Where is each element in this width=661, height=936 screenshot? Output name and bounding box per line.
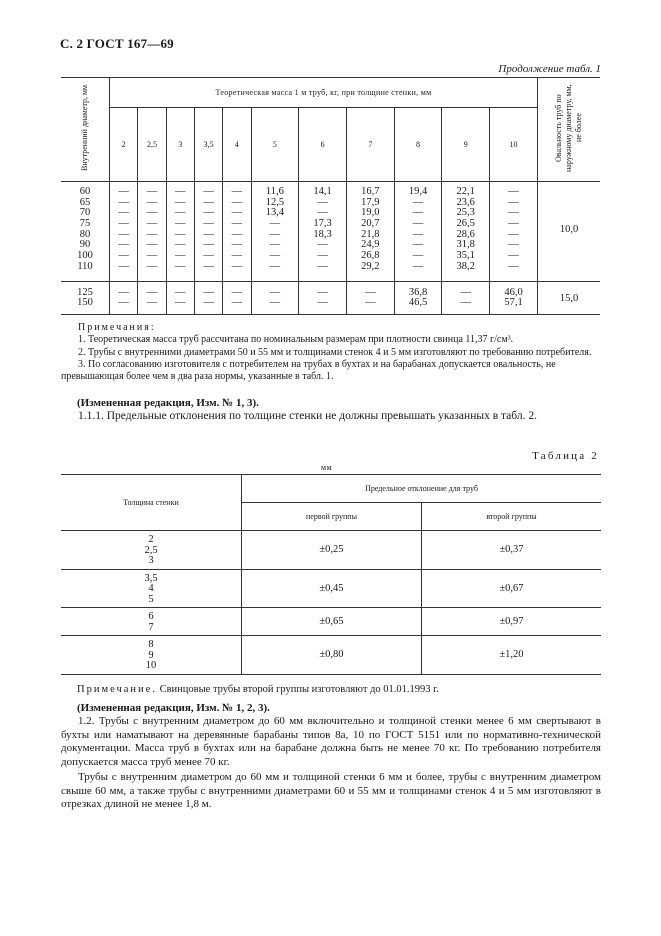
mass-value: 23,6 <box>456 196 475 208</box>
mass-value: — <box>146 218 158 230</box>
tolerance-second-group: ±0,97 <box>422 608 602 636</box>
mass-cell <box>442 182 490 282</box>
diameter-value: 150 <box>77 297 93 309</box>
ovality-value: 15,0 <box>538 281 601 314</box>
mass-value: — <box>508 228 519 240</box>
mass-values <box>138 187 165 273</box>
mass-values <box>252 187 299 273</box>
tolerance-first-group: ±0,45 <box>242 569 422 608</box>
mass-cell <box>223 281 251 314</box>
mass-value: 21,8 <box>361 228 380 240</box>
mass-values <box>167 288 194 309</box>
mass-value: 46,0 <box>504 286 523 298</box>
mass-values <box>110 288 137 309</box>
mass-table <box>61 77 600 315</box>
diameter-value: 65 <box>79 196 91 208</box>
mass-values <box>442 187 489 273</box>
thickness-column-header: 2 <box>110 108 138 182</box>
mass-value: — <box>508 186 519 197</box>
table-row <box>61 636 601 675</box>
mass-value: — <box>203 218 214 230</box>
ovality-header: Овальность труб по наружному диаметру, мм, не более <box>538 78 601 182</box>
edit-note-2: (Измененная редакция, Изм. № 1, 2, 3). <box>77 702 270 714</box>
thickness-value: 7 <box>148 621 154 633</box>
mass-value: — <box>231 218 243 230</box>
thickness-column-header: 10 <box>490 108 538 182</box>
inner-diameter-header: Внутренний диаметр, мм <box>61 78 110 182</box>
thickness-value: 10 <box>145 660 157 671</box>
mass-value: — <box>175 207 186 219</box>
mass-values <box>395 187 442 273</box>
mass-value: 24,9 <box>361 239 380 251</box>
diameter-list <box>61 288 109 309</box>
mass-cell <box>166 281 194 314</box>
mass-cell <box>299 281 347 314</box>
mass-value: 18,3 <box>313 228 332 240</box>
mass-value: — <box>365 297 376 309</box>
mass-cell <box>110 281 138 314</box>
diameter-value: 75 <box>79 218 91 230</box>
mass-value: — <box>365 286 376 298</box>
tolerance-header: Предельное отклонение для труб <box>242 475 602 503</box>
mass-header: Теоретическая масса 1 м труб, кг, при толщине стенки, мм <box>110 78 538 108</box>
mass-value: — <box>508 218 519 230</box>
thickness-value: 3 <box>148 555 154 566</box>
mass-value: — <box>175 196 186 208</box>
mass-values <box>195 187 222 273</box>
mass-value: — <box>175 186 186 197</box>
note-item: 1. Теоретическая масса труб рассчитана по номинальным размерам при плотности свинца 11,37 г/см³. <box>78 334 514 346</box>
mass-value: 16,7 <box>361 186 380 197</box>
mass-value: — <box>118 218 129 230</box>
mass-cell <box>166 182 194 282</box>
mass-value: — <box>231 286 243 298</box>
mass-cell <box>138 182 166 282</box>
mass-cell <box>394 281 442 314</box>
thickness-value: 6 <box>148 611 154 622</box>
mass-value: — <box>118 239 129 251</box>
page-title: С. 2 ГОСТ 167—69 <box>60 36 174 51</box>
mass-value: 28,6 <box>456 228 475 240</box>
mass-value: — <box>231 239 243 251</box>
mass-value: 17,3 <box>313 218 332 230</box>
mass-values <box>299 187 346 273</box>
note-2-text: Свинцовые трубы второй группы изготовляют до 01.01.1993 г. <box>156 684 439 695</box>
mass-value: — <box>146 207 158 219</box>
mass-cell <box>490 182 538 282</box>
mass-value: — <box>175 228 186 240</box>
mass-values <box>299 288 346 309</box>
thickness-cell <box>61 569 242 608</box>
ovality-value: 10,0 <box>538 182 601 282</box>
tolerance-first-group: ±0,80 <box>242 636 422 675</box>
mass-value: — <box>146 286 158 298</box>
mass-value: 26,5 <box>456 218 475 230</box>
tolerance-second-group: ±0,67 <box>422 569 602 608</box>
thickness-column-header: 2,5 <box>138 108 166 182</box>
mass-value: — <box>146 186 158 197</box>
mass-value: — <box>460 286 471 298</box>
mass-cell <box>251 182 299 282</box>
diameter-value: 60 <box>79 186 91 197</box>
diameter-cell <box>61 281 110 314</box>
mass-value: — <box>269 239 281 251</box>
diameter-value: 100 <box>77 250 93 262</box>
table-row <box>61 531 601 570</box>
mass-value: — <box>118 297 129 309</box>
mass-value: 14,1 <box>313 186 332 197</box>
diameter-value: 125 <box>77 286 93 298</box>
mass-value: 12,5 <box>265 196 285 208</box>
thickness-cell <box>61 531 242 570</box>
mass-value: — <box>412 250 424 262</box>
mass-value: 31,8 <box>456 239 475 251</box>
mass-values <box>252 288 299 309</box>
mass-value: — <box>231 186 243 197</box>
mass-cell <box>251 281 299 314</box>
mass-value: — <box>412 239 424 251</box>
mass-value: — <box>231 228 243 240</box>
mass-value: — <box>317 239 328 251</box>
mass-value: — <box>203 297 214 309</box>
table2-caption: Таблица 2 <box>532 450 599 462</box>
mass-cell <box>490 281 538 314</box>
thickness-cell <box>61 636 242 675</box>
table-row <box>61 608 601 636</box>
thickness-value: 4 <box>148 583 154 594</box>
diameter-value: 80 <box>79 228 91 240</box>
thickness-column-header: 3 <box>166 108 194 182</box>
mass-value: — <box>269 297 281 309</box>
mass-value: — <box>203 250 214 262</box>
mass-value: — <box>269 228 281 240</box>
mass-value: — <box>508 207 519 219</box>
mass-value: — <box>203 228 214 240</box>
mass-value: — <box>231 196 243 208</box>
thickness-header: Толщина стенки <box>61 475 242 531</box>
mass-cell <box>223 182 251 282</box>
table2-units: мм <box>321 463 333 472</box>
mass-value: — <box>203 207 214 219</box>
thickness-column-header: 9 <box>442 108 490 182</box>
mass-value: — <box>175 218 186 230</box>
mass-value: — <box>175 260 186 272</box>
thickness-value: 2 <box>148 534 154 545</box>
mass-value: 19,4 <box>408 186 428 197</box>
note-item: 3. По согласованию изготовителя с потребителем на трубах в бухтах и на барабанах допускается овальность, не превышающая более чем в два раза нормы, указанные в табл. 1. <box>61 358 556 383</box>
paragraph: Трубы с внутренним диаметром до 60 мм и толщиной стенки 6 мм и более, трубы с внутренним диаметром свыше 60 мм, а также трубы с внутренними диаметрами 60 и 55 мм и толщинами стенок 4 и 5 мм изготовляют в отрезках длиной не менее 1,8 м. <box>61 771 601 810</box>
mass-value: — <box>412 196 424 208</box>
mass-values <box>490 187 537 273</box>
mass-values <box>195 288 222 309</box>
mass-value: 19,0 <box>361 207 380 219</box>
thickness-column-header: 6 <box>299 108 347 182</box>
mass-cell <box>194 182 222 282</box>
mass-value: — <box>412 207 424 219</box>
mass-value: — <box>203 239 214 251</box>
mass-value: — <box>118 286 129 298</box>
mass-values <box>490 288 537 309</box>
mass-value: — <box>317 286 328 298</box>
tolerance-first-group: ±0,65 <box>242 608 422 636</box>
thickness-column-header: 4 <box>223 108 251 182</box>
mass-value: — <box>412 228 424 240</box>
table-row <box>61 569 601 608</box>
mass-value: — <box>146 196 158 208</box>
mass-value: — <box>146 239 158 251</box>
mass-value: — <box>460 297 471 309</box>
note-item: 2. Трубы с внутренними диаметрами 50 и 55 мм и толщинами стенок 4 и 5 мм изготовляют по требованию потребителя. <box>78 346 592 358</box>
mass-value: 11,6 <box>265 186 284 197</box>
note-2 <box>77 684 439 695</box>
paragraph: 1.2. Трубы с внутренним диаметром до 60 мм включительно и толщиной стенки менее 6 мм свертывают в бухты или наматывают на деревянные барабаны типов 8а, 10 по ГОСТ 5151 или по нормативно-технической документации. Масса труб в бухтах или на барабане должна быть не менее 70 кг. По требованию потребителя допускается масса труб менее 70 кг. <box>61 715 601 768</box>
paragraph-1-1-1: 1.1.1. Предельные отклонения по толщине стенки не должны превышать указанных в табл. 2. <box>78 410 537 422</box>
mass-value: 57,1 <box>504 297 523 309</box>
mass-cell <box>299 182 347 282</box>
mass-values <box>223 187 250 273</box>
group1-header: первой группы <box>242 503 422 531</box>
thickness-value: 3,5 <box>144 572 158 584</box>
mass-value: — <box>118 196 129 208</box>
mass-value: — <box>231 250 243 262</box>
mass-value: — <box>118 260 129 272</box>
notes-title: Примечания: <box>78 322 156 333</box>
mass-value: — <box>317 196 328 208</box>
notes-block-1 <box>61 322 601 383</box>
mass-value: — <box>269 250 281 262</box>
mass-cell <box>194 281 222 314</box>
mass-value: 13,4 <box>265 207 285 219</box>
note-2-label: Примечание. <box>77 684 157 695</box>
mass-value: 20,7 <box>361 218 380 230</box>
edit-note-1: (Измененная редакция, Изм. № 1, 3). <box>77 397 259 409</box>
mass-values <box>223 288 250 309</box>
mass-value: — <box>269 286 281 298</box>
mass-values <box>138 288 165 309</box>
mass-value: — <box>118 207 129 219</box>
mass-values <box>110 187 137 273</box>
mass-value: — <box>146 228 158 240</box>
mass-value: 29,2 <box>361 260 380 272</box>
mass-value: — <box>175 239 186 251</box>
tolerance-second-group: ±1,20 <box>422 636 602 675</box>
mass-value: — <box>203 286 214 298</box>
mass-value: 36,8 <box>408 286 428 298</box>
mass-value: — <box>146 260 158 272</box>
thickness-value: 8 <box>148 639 154 650</box>
mass-value: — <box>269 260 281 272</box>
mass-value: — <box>146 250 158 262</box>
mass-cell <box>138 281 166 314</box>
mass-value: — <box>231 207 243 219</box>
mass-cell <box>394 182 442 282</box>
mass-value: 22,1 <box>456 186 475 197</box>
table-continuation-note: Продолжение табл. 1 <box>498 63 601 75</box>
mass-value: — <box>231 260 243 272</box>
mass-value: — <box>118 250 129 262</box>
diameter-list <box>61 187 109 273</box>
tolerance-table <box>61 474 601 675</box>
mass-values <box>347 288 394 309</box>
thickness-value: 9 <box>148 649 154 661</box>
mass-value: — <box>203 260 214 272</box>
mass-value: — <box>412 218 424 230</box>
mass-cell <box>346 281 394 314</box>
mass-value: — <box>146 297 158 309</box>
mass-value: — <box>269 218 281 230</box>
mass-value: — <box>231 297 243 309</box>
paragraph-1-2 <box>61 715 601 814</box>
mass-value: — <box>118 186 129 197</box>
thickness-column-header: 3,5 <box>194 108 222 182</box>
mass-cell <box>442 281 490 314</box>
mass-value: — <box>317 250 328 262</box>
mass-cell <box>110 182 138 282</box>
mass-value: — <box>118 228 129 240</box>
mass-values <box>395 288 442 309</box>
mass-value: — <box>317 260 328 272</box>
mass-value: 35,1 <box>456 250 475 262</box>
thickness-column-header: 5 <box>251 108 299 182</box>
tolerance-second-group: ±0,37 <box>422 531 602 570</box>
mass-value: — <box>317 297 328 309</box>
mass-value: 25,3 <box>456 207 475 219</box>
diameter-value: 90 <box>79 239 91 251</box>
tolerance-first-group: ±0,25 <box>242 531 422 570</box>
mass-value: 26,8 <box>361 250 380 262</box>
mass-value: — <box>175 286 186 298</box>
mass-value: — <box>175 250 186 262</box>
mass-cell <box>346 182 394 282</box>
diameter-value: 70 <box>79 207 91 219</box>
mass-values <box>167 187 194 273</box>
mass-value: 38,2 <box>456 260 475 272</box>
thickness-value: 5 <box>148 593 154 605</box>
thickness-value: 2,5 <box>144 544 158 556</box>
mass-value: — <box>412 260 424 272</box>
mass-value: 17,9 <box>361 196 380 208</box>
thickness-column-header: 7 <box>346 108 394 182</box>
mass-value: 46,5 <box>408 297 428 309</box>
group2-header: второй группы <box>422 503 602 531</box>
mass-value: — <box>175 297 186 309</box>
mass-value: — <box>508 196 519 208</box>
mass-values <box>347 187 394 273</box>
mass-value: — <box>203 186 214 197</box>
mass-values <box>442 288 489 309</box>
diameter-cell <box>61 182 110 282</box>
thickness-cell <box>61 608 242 636</box>
mass-value: — <box>508 250 519 262</box>
mass-value: — <box>203 196 214 208</box>
thickness-column-header: 8 <box>394 108 442 182</box>
diameter-value: 110 <box>77 260 93 272</box>
mass-value: — <box>317 207 328 219</box>
mass-value: — <box>508 260 519 272</box>
mass-value: — <box>508 239 519 251</box>
